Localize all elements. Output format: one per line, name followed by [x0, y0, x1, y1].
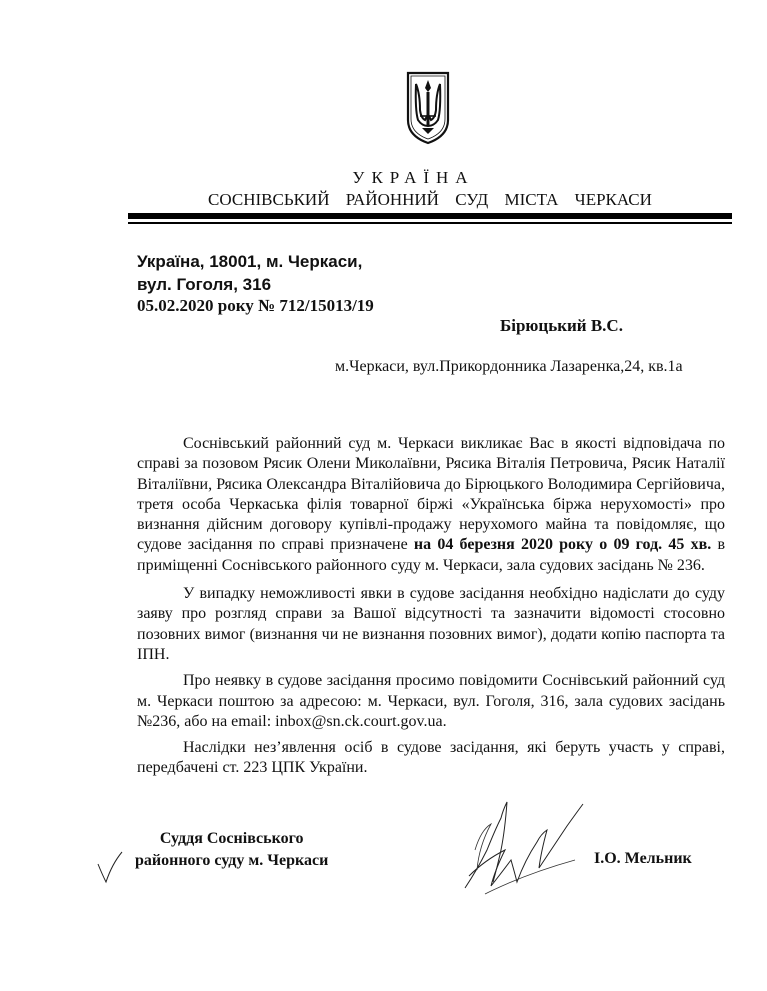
court-name-heading: СОСНІВСЬКИЙ РАЙОННИЙ СУД МІСТА ЧЕРКАСИ [208, 190, 652, 209]
summons-text-start: Соснівський районний суд м. Черкаси викликає Вас в якості відповідача по справі за позовом Рясик Олени Миколаївни, Рясика Віталія Петровича, Рясик Наталії Віталіївни, Рясика Олександра Віталійовича до Бірюцького Володимира Сергійовича, третя особа Черкаська філія товарної біржі «Українська біржа нерухомості» про визнання дійсним договору купівлі-продажу нерухомого майна та повідомляє, що судове засідання по справі призначене [137, 435, 725, 554]
signer-title [135, 828, 328, 872]
handwritten-signature [455, 790, 605, 900]
paragraph-consequences: Наслідки нез’явлення осіб в судове засідання, які беруть участь у справі, передбачені ст. 223 ЦПК України. [137, 739, 725, 777]
checkmark-icon [96, 850, 124, 884]
addressee-address: м.Черкаси, вул.Прикордонника Лазаренка,24, кв.1а [335, 358, 683, 375]
hearing-datetime: на 04 березня 2020 року о 09 год. 45 хв. [413, 536, 712, 554]
header-rule-thick [128, 213, 732, 219]
country-heading: УКРАЇНА [352, 168, 475, 187]
signer-name: І.О. Мельник [594, 850, 692, 867]
letter-body [137, 434, 725, 779]
header-rule-thin [128, 222, 732, 224]
paragraph-notice: Про неявку в судове засідання просимо повідомити Соснівський районний суд м. Черкаси поштою за адресою: м. Черкаси, вул. Гоголя, 316, зала судових засідань №236, або на email: inbox@sn.ck.court.gov.ua. [137, 672, 725, 730]
addressee-name: Бірюцький В.С. [500, 316, 623, 335]
paragraph-summons [137, 434, 725, 576]
sender-address-line2: вул. Гоголя, 316 [137, 275, 272, 294]
sender-address-line1: Україна, 18001, м. Черкаси, [137, 252, 363, 271]
signer-title-line2: районного суду м. Черкаси [135, 852, 329, 869]
signer-title-line1: Суддя Соснівського [159, 830, 304, 847]
summons-text-end: в приміщенні Соснівського районного суду м. Черкаси, зала судових засідань № 236. [137, 536, 725, 574]
document-reference: 05.02.2020 року № 712/15013/19 [137, 296, 374, 315]
coat-of-arms-icon [405, 70, 451, 146]
paragraph-absence: У випадку неможливості явки в судове засідання необхідно надіслати до суду заяву про розгляд справи за Вашої відсутності та зазначити відомості стосовно позовних вимог (визнання чи не визнання позовних вимог), додати копію паспорта та ІПН. [137, 585, 725, 663]
